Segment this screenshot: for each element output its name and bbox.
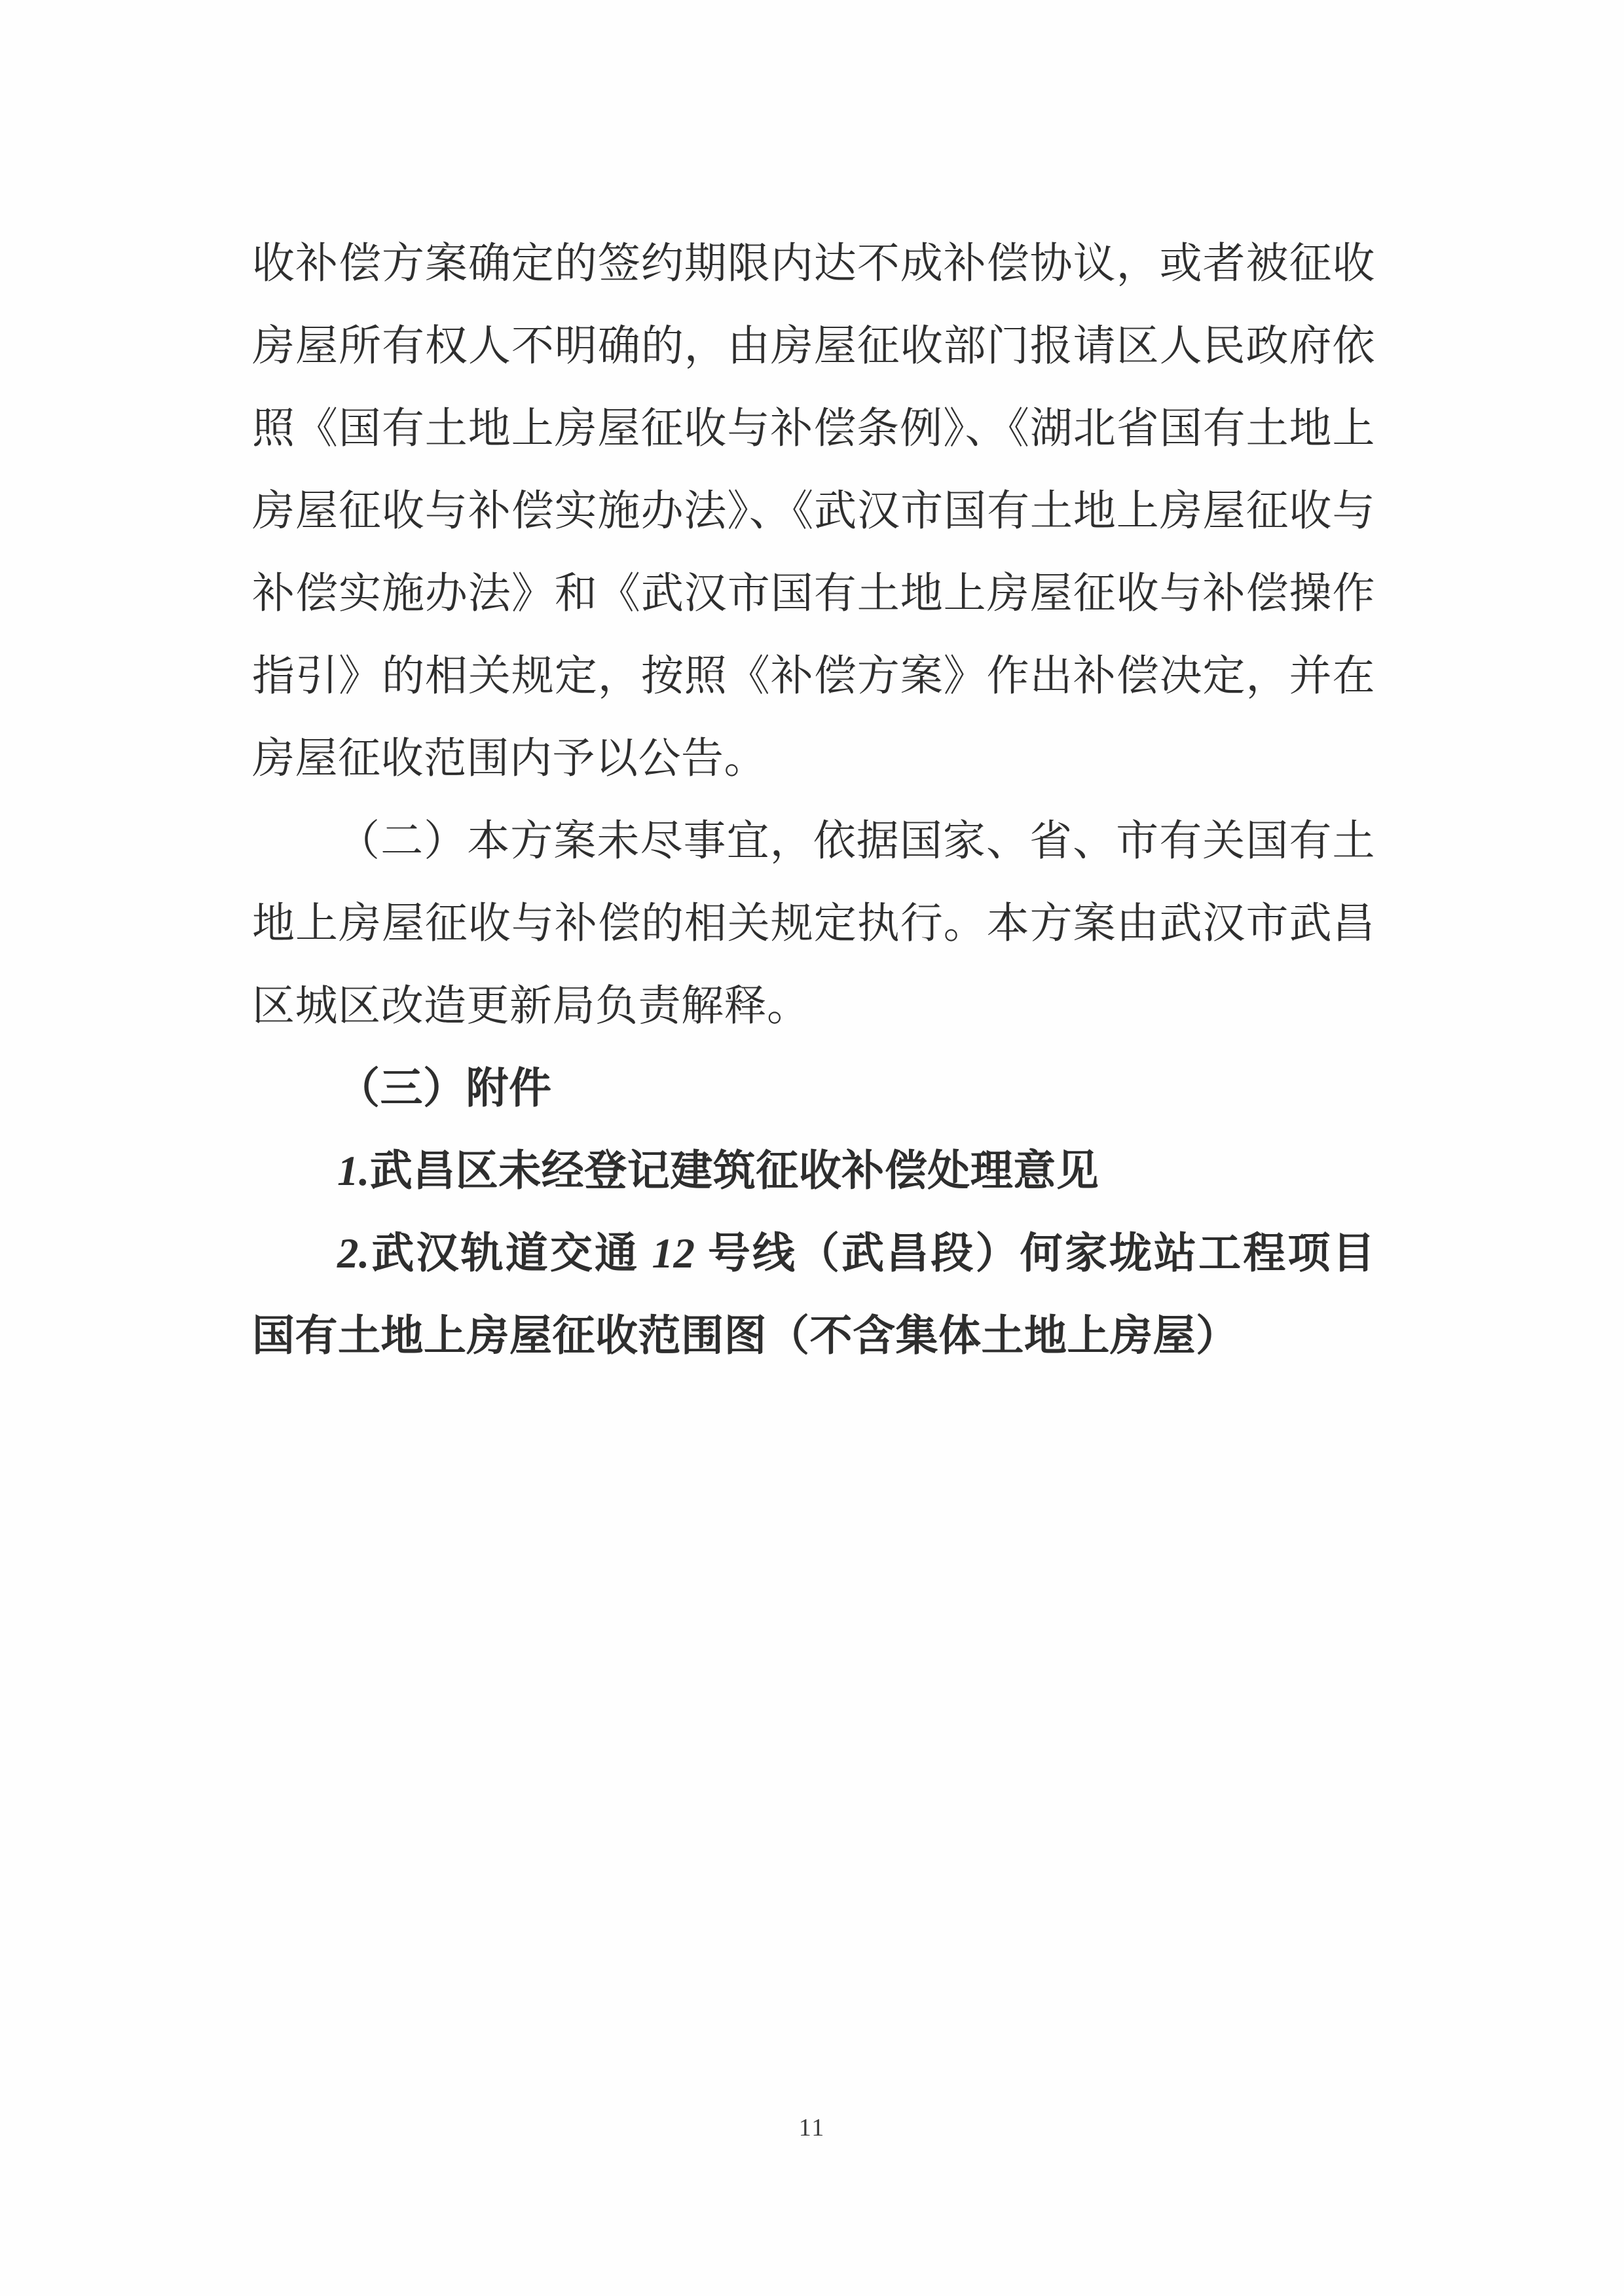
- page-number: 11: [798, 2114, 826, 2141]
- document-body: [252, 223, 1375, 1377]
- attachment-item-2: 2.武汉轨道交通 12 号线（武昌段）何家垅站工程项目国有土地上房屋征收范围图（不含集体土地上房屋）: [252, 1230, 1375, 1360]
- paragraph-item-two: （二）本方案未尽事宜，依据国家、省、市有关国有土地上房屋征收与补偿的相关规定执行。本方案由武汉市武昌区城区改造更新局负责解释。: [252, 818, 1375, 1030]
- attachment-item-1: 1.武昌区未经登记建筑征收补偿处理意见: [337, 1148, 1099, 1195]
- paragraph-continuation: 收补偿方案确定的签约期限内达不成补偿协议，或者被征收房屋所有权人不明确的，由房屋征收部门报请区人民政府依照《国有土地上房屋征收与补偿条例》、《湖北省国有土地上房屋征收与补偿实施办法》、《武汉市国有土地上房屋征收与补偿实施办法》和《武汉市国有土地上房屋征收与补偿操作指引》的相关规定，按照《补偿方案》作出补偿决定，并在房屋征收范围内予以公告。: [252, 240, 1375, 782]
- paragraph-item-three-attachments-heading: （三）附件: [337, 1065, 552, 1112]
